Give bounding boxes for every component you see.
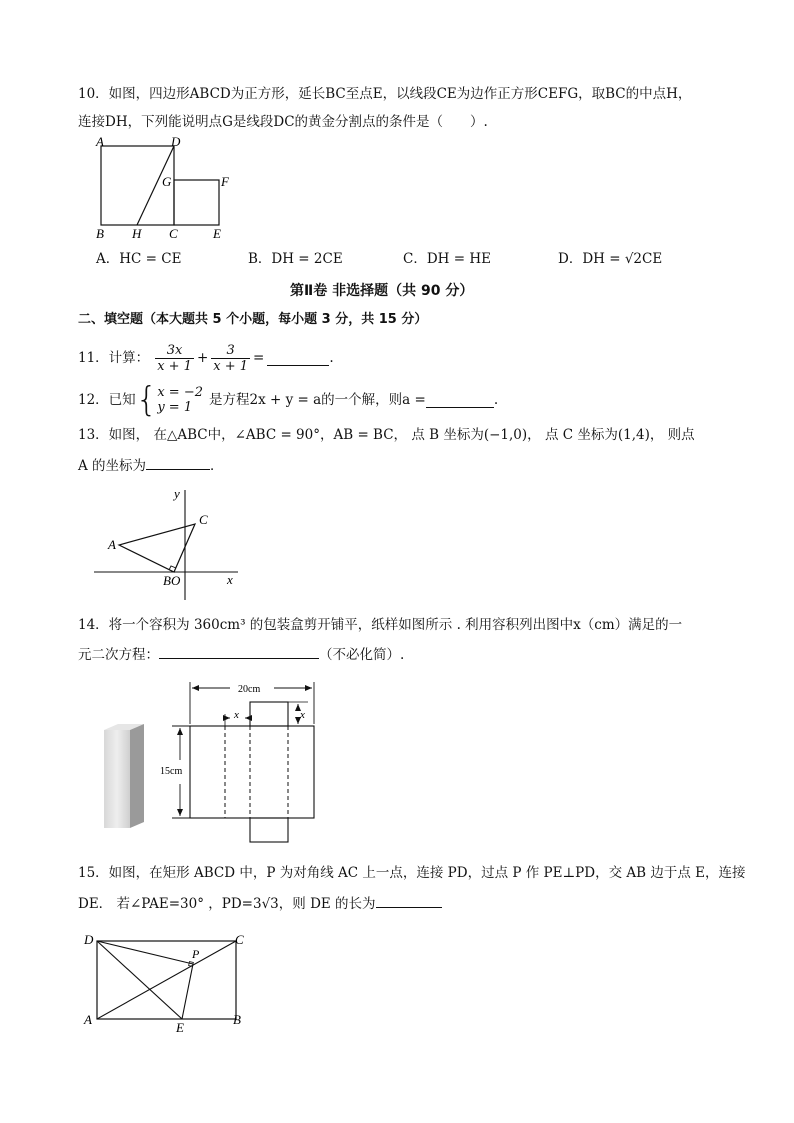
q14-line2 [78, 644, 404, 665]
q15-line1: 15．如图，在矩形 ABCD 中，P 为对角线 AC 上一点，连接 PD，过点 P 作 PE⊥PD，交 AB 边于点 E，连接 [78, 865, 746, 881]
q11-f2-num: 3 [211, 343, 250, 359]
q11-eq: = [253, 350, 265, 366]
q10-option-d-prefix: D．DH = [558, 251, 625, 267]
q13-line1: 13．如图， 在△ABC中，∠ABC = 90°，AB = BC， 点 B 坐标为(−1,0)， 点 C 坐标为(1,4)， 则点 [78, 427, 695, 443]
q11-prefix: 11．计算： [78, 350, 150, 366]
q15-label-E: E [176, 1020, 184, 1035]
q10-label-B: B [96, 226, 104, 241]
q15-line2-sqrt: √3 [261, 896, 279, 912]
q11-fraction-2 [211, 343, 250, 374]
q14-label-width: 20cm [238, 684, 261, 695]
q13-label-BO: BO [163, 573, 181, 588]
q15-label-P: P [192, 947, 200, 961]
q15-line2-prefix: DE． 若∠PAE=30° ，PD=3 [78, 896, 262, 912]
q13-label-y: y [174, 486, 180, 501]
q12-sys1: x = −2 [157, 385, 203, 400]
q15-label-B: B [233, 1012, 241, 1027]
q11-f2-den: x + 1 [213, 358, 249, 374]
q10-option-a: A．HC = CE [96, 251, 182, 267]
q10-label-H: H [132, 226, 142, 241]
q12-suffix: . [493, 392, 499, 408]
q12-answer-blank [426, 393, 494, 408]
q15-label-D: D [84, 932, 94, 947]
q10-label-A: A [96, 134, 104, 149]
q14-line2-prefix: 元二次方程： [78, 647, 159, 663]
q13-line2 [78, 455, 224, 476]
q15-answer-blank [376, 893, 442, 908]
q15-line2-mid: ，则 DE 的长为 [278, 896, 376, 912]
q13-line2-prefix: A 的坐标为 [78, 458, 147, 474]
q10-label-E: E [213, 226, 221, 241]
q10-label-G: G [162, 174, 172, 189]
part2-title: 第Ⅱ卷 非选择题（共 90 分） [290, 283, 474, 299]
q10-option-d [558, 249, 662, 269]
q14-answer-blank [159, 644, 319, 659]
q14-label-x1: x [234, 709, 239, 721]
q15-label-C: C [235, 932, 244, 947]
q10-line1: 10．如图，四边形ABCD为正方形，延长BC至点E，以线段CE为边作正方形CEFG，取BC的中点H， [78, 86, 692, 102]
box-image [100, 722, 160, 832]
q15-figure [80, 928, 260, 1038]
q10-label-F: F [221, 174, 229, 189]
q10-option-d-sqrt: √2 [624, 251, 643, 267]
q12-brace: { [135, 380, 158, 420]
q13-figure [90, 486, 250, 602]
q13-answer-blank [146, 455, 210, 470]
q12 [78, 382, 498, 418]
q10-line2: 连接DH，下列能说明点G是线段DC的黄金分割点的条件是（ ）. [78, 114, 488, 130]
q14-label-height: 15cm [160, 766, 183, 777]
q14-label-x2: x [300, 709, 305, 721]
q11-suffix: . [329, 350, 334, 366]
q14-line1: 14．将一个容积为 360cm³ 的包装盒剪开铺平，纸样如图所示 . 利用容积列出图中x（cm）满足的一 [78, 617, 683, 633]
q10-option-c: C．DH = HE [403, 251, 491, 267]
section2-title: 二、填空题（本大题共 5 个小题，每小题 3 分，共 15 分） [78, 312, 428, 327]
q14-line2-suffix: （不必化简）. [319, 647, 405, 663]
q12-prefix: 12．已知 [78, 392, 136, 408]
q10-option-d-suffix: CE [642, 251, 663, 267]
q13-label-x: x [227, 572, 233, 587]
q15-line2 [78, 893, 442, 914]
q12-system [157, 385, 203, 415]
q13-label-C: C [199, 512, 208, 527]
q11-answer-blank [267, 351, 329, 366]
q10-option-b: B．DH = 2CE [248, 251, 343, 267]
q10-label-C: C [169, 226, 178, 241]
q12-mid: 是方程2x + y = a的一个解，则a = [208, 392, 426, 408]
q13-label-A: A [108, 537, 116, 552]
q11-fraction-1 [155, 343, 194, 374]
q12-sys2: y = 1 [157, 400, 193, 415]
q14-net-figure [160, 674, 340, 846]
q10-label-D: D [171, 134, 181, 149]
q11 [78, 341, 334, 375]
q11-f1-num: 3x [155, 343, 194, 359]
q11-f1-den: x + 1 [157, 358, 192, 374]
q10-figure [80, 134, 280, 244]
q15-label-A: A [84, 1012, 92, 1027]
q11-plus: + [196, 350, 209, 366]
q13-line2-suffix: ． [210, 458, 224, 474]
